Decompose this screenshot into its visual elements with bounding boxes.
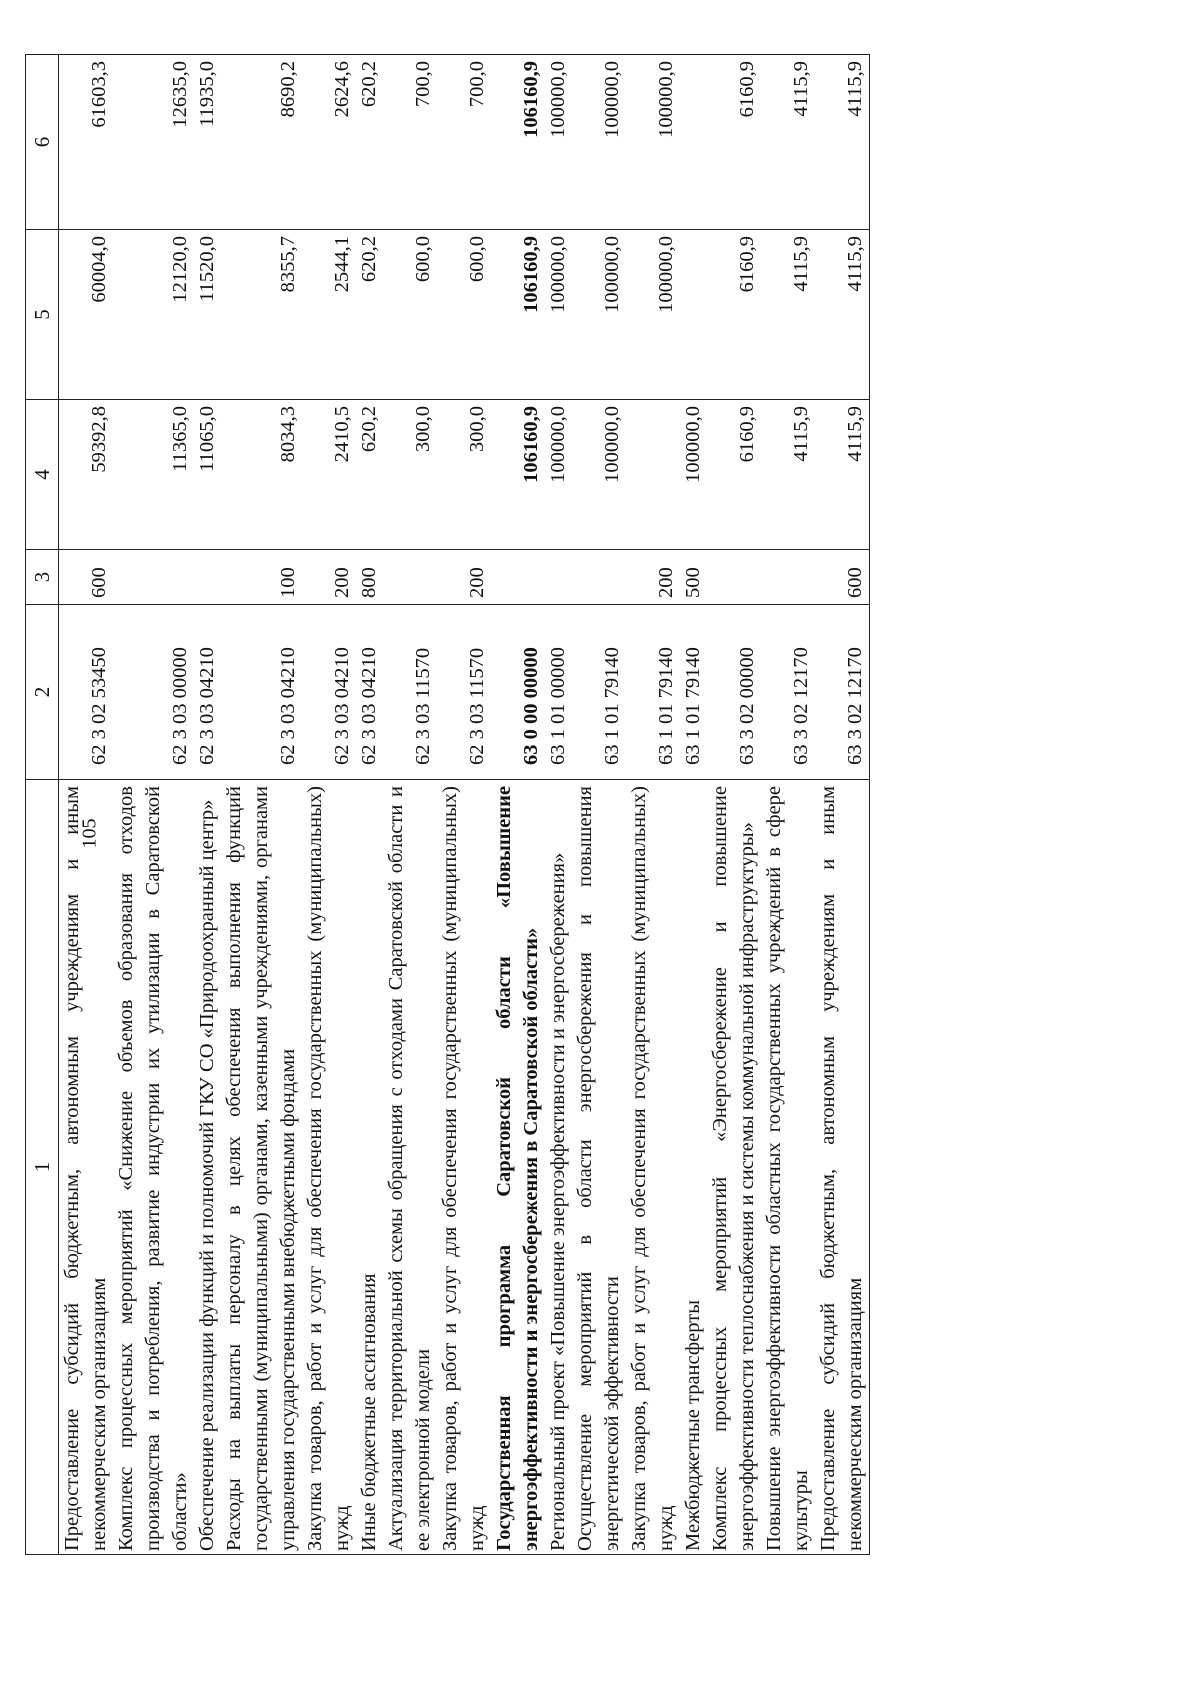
table-row [572, 55, 626, 1555]
row-code: 62 3 03 04210 [356, 605, 383, 780]
row-category [383, 550, 437, 605]
row-code: 62 3 02 53450 [59, 605, 114, 780]
row-category [572, 550, 626, 605]
row-value-5: 620,2 [356, 230, 383, 400]
row-name: Комплекс процессных мероприятий «Снижение объемов образования отходов производства и потребления, развитие индустрии их утилизации в Саратовской области» [113, 780, 194, 1555]
header-col-4: 4 [26, 400, 59, 550]
table-row [707, 55, 761, 1555]
row-category: 600 [59, 550, 114, 605]
row-code: 62 3 03 04210 [221, 605, 302, 780]
row-value-4: 100000,0 [680, 400, 707, 550]
row-value-4: 4115,9 [815, 400, 870, 550]
row-category [491, 550, 545, 605]
row-value-5: 100000,0 [572, 230, 626, 400]
page-number: 105 [78, 818, 101, 849]
table-row [680, 55, 707, 1555]
table-row-program [491, 55, 545, 1555]
row-value-4: 4115,9 [761, 400, 815, 550]
header-row [26, 55, 59, 1555]
row-value-6: 4115,9 [815, 55, 870, 230]
row-value-5 [680, 230, 707, 400]
row-category: 800 [356, 550, 383, 605]
row-value-6: 700,0 [383, 55, 437, 230]
row-name: Закупка товаров, работ и услуг для обеспечения государственных (муниципальных) нужд [437, 780, 491, 1555]
row-name: Предоставление субсидий бюджетным, автономным учреждениям и иным некоммерческим организациям [59, 780, 114, 1555]
row-name: Актуализация территориальной схемы обращения с отходами Саратовской области и ее электронной модели [383, 780, 437, 1555]
row-category [113, 550, 194, 605]
row-value-5: 11520,0 [194, 230, 221, 400]
row-code: 63 1 01 79140 [626, 605, 680, 780]
row-category [761, 550, 815, 605]
row-value-5: 600,0 [437, 230, 491, 400]
table-row [437, 55, 491, 1555]
row-value-5: 600,0 [383, 230, 437, 400]
row-value-4: 106160,9 [491, 400, 545, 550]
row-category: 500 [680, 550, 707, 605]
row-value-4: 100000,0 [545, 400, 572, 550]
row-name: Закупка товаров, работ и услуг для обеспечения государственных (муниципальных) нужд [302, 780, 356, 1555]
row-value-4: 300,0 [437, 400, 491, 550]
budget-table-page [25, 55, 1095, 1555]
header-col-1: 1 [26, 780, 59, 1555]
row-name: Предоставление субсидий бюджетным, автономным учреждениям и иным некоммерческим организациям [815, 780, 870, 1555]
row-category [545, 550, 572, 605]
table-row [383, 55, 437, 1555]
table-row [626, 55, 680, 1555]
row-value-6: 100000,0 [545, 55, 572, 230]
row-category [194, 550, 221, 605]
row-value-4: 11365,0 [113, 400, 194, 550]
row-value-5: 12120,0 [113, 230, 194, 400]
row-code: 63 1 01 00000 [545, 605, 572, 780]
table-row [815, 55, 870, 1555]
row-code: 63 1 01 79140 [572, 605, 626, 780]
table-row [113, 55, 194, 1555]
row-value-6: 100000,0 [626, 55, 680, 230]
table-row [545, 55, 572, 1555]
row-code: 63 3 02 12170 [815, 605, 870, 780]
row-name: Закупка товаров, работ и услуг для обеспечения государственных (муниципальных) нужд [626, 780, 680, 1555]
row-value-4: 6160,9 [707, 400, 761, 550]
row-value-5: 4115,9 [761, 230, 815, 400]
row-value-5: 2544,1 [302, 230, 356, 400]
row-value-4: 620,2 [356, 400, 383, 550]
row-category: 100 [221, 550, 302, 605]
table-row [356, 55, 383, 1555]
row-value-4: 59392,8 [59, 400, 114, 550]
row-code: 63 0 00 00000 [491, 605, 545, 780]
row-category: 200 [626, 550, 680, 605]
row-value-5: 8355,7 [221, 230, 302, 400]
row-name: Расходы на выплаты персоналу в целях обеспечения выполнения функций государственными (муниципальными) органами, казенными учреждениями, органами управления государственными внебюджетными фондами [221, 780, 302, 1555]
row-value-6: 106160,9 [491, 55, 545, 230]
header-col-3: 3 [26, 550, 59, 605]
row-value-4: 100000,0 [572, 400, 626, 550]
row-value-6: 2624,6 [302, 55, 356, 230]
row-name: Региональный проект «Повышение энергоэффективности и энергосбережения» [545, 780, 572, 1555]
row-category: 200 [302, 550, 356, 605]
row-category: 600 [815, 550, 870, 605]
row-value-4: 300,0 [383, 400, 437, 550]
row-code: 62 3 03 00000 [113, 605, 194, 780]
row-name: Иные бюджетные ассигнования [356, 780, 383, 1555]
row-name: Государственная программа Саратовской области «Повышение энергоэффективности и энергосбережения в Саратовской области» [491, 780, 545, 1555]
row-code: 62 3 03 11570 [437, 605, 491, 780]
header-col-2: 2 [26, 605, 59, 780]
row-value-6: 6160,9 [707, 55, 761, 230]
row-value-6: 12635,0 [113, 55, 194, 230]
row-value-4: 11065,0 [194, 400, 221, 550]
row-value-6: 620,2 [356, 55, 383, 230]
row-value-5: 106160,9 [491, 230, 545, 400]
row-name: Повышение энергоэффективности областных государственных учреждений в сфере культуры [761, 780, 815, 1555]
row-value-6: 4115,9 [761, 55, 815, 230]
row-value-4 [626, 400, 680, 550]
row-value-6: 61603,3 [59, 55, 114, 230]
row-code: 63 3 02 12170 [761, 605, 815, 780]
row-code: 62 3 03 04210 [194, 605, 221, 780]
table-row [194, 55, 221, 1555]
row-value-6 [680, 55, 707, 230]
row-category [707, 550, 761, 605]
table-row [302, 55, 356, 1555]
row-value-4: 2410,5 [302, 400, 356, 550]
row-name: Межбюджетные трансферты [680, 780, 707, 1555]
table-row [221, 55, 302, 1555]
row-name: Осуществление мероприятий в области энергосбережения и повышения энергетической эффективности [572, 780, 626, 1555]
row-code: 63 3 02 00000 [707, 605, 761, 780]
row-code: 62 3 03 11570 [383, 605, 437, 780]
row-value-5: 60004,0 [59, 230, 114, 400]
row-value-4: 8034,3 [221, 400, 302, 550]
row-value-6: 8690,2 [221, 55, 302, 230]
header-col-6: 6 [26, 55, 59, 230]
row-name: Комплекс процессных мероприятий «Энергосбережение и повышение энергоэффективности теплоснабжения и системы коммунальной инфраструктуры» [707, 780, 761, 1555]
budget-table [25, 54, 870, 1555]
row-value-5: 100000,0 [545, 230, 572, 400]
row-value-6: 100000,0 [572, 55, 626, 230]
row-value-6: 700,0 [437, 55, 491, 230]
row-value-5: 4115,9 [815, 230, 870, 400]
row-value-5: 6160,9 [707, 230, 761, 400]
row-name: Обеспечение реализации функций и полномочий ГКУ СО «Природоохранный центр» [194, 780, 221, 1555]
table-row [761, 55, 815, 1555]
row-value-6: 11935,0 [194, 55, 221, 230]
row-category: 200 [437, 550, 491, 605]
row-code: 63 1 01 79140 [680, 605, 707, 780]
table-row [59, 55, 114, 1555]
row-code: 62 3 03 04210 [302, 605, 356, 780]
header-col-5: 5 [26, 230, 59, 400]
row-value-5: 100000,0 [626, 230, 680, 400]
